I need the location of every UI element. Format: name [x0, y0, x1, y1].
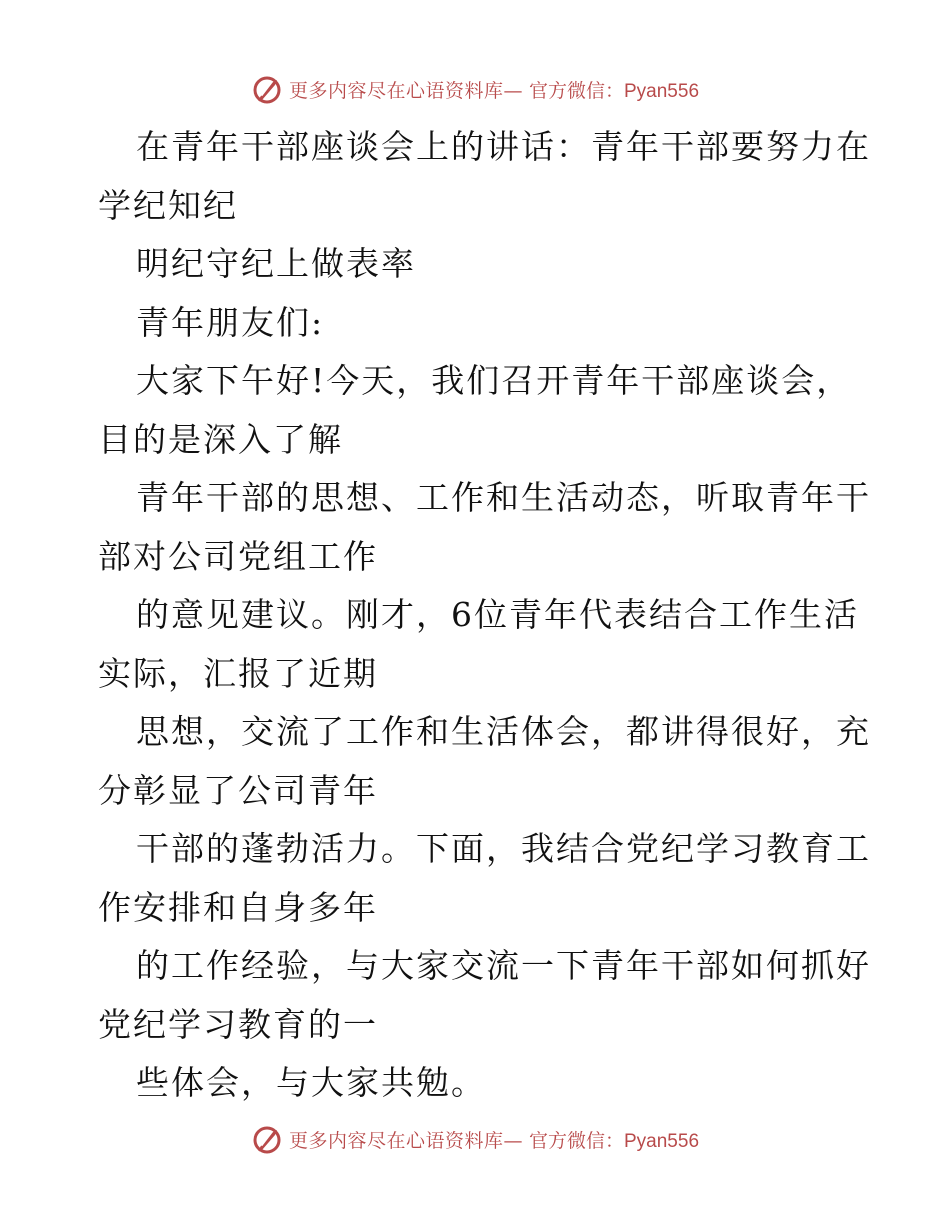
text-line: 明纪守纪上做表率 — [136, 244, 416, 283]
text-line: 青年干部的思想、工作和生活动态，听取青年干 — [136, 478, 871, 517]
quill-pen-seal-icon — [251, 73, 283, 105]
text-line: 干部的蓬勃活力。下面，我结合党纪学习教育工 — [136, 829, 871, 868]
text-line: 分彰显了公司青年 — [98, 770, 378, 810]
text-line: 青年朋友们: — [136, 302, 325, 342]
document-body — [98, 118, 871, 1113]
quill-pen-seal-icon — [251, 1123, 283, 1155]
text-line: 大家下午好!今天，我们召开青年干部座谈会， — [136, 361, 852, 400]
text-line: 作安排和自身多年 — [98, 887, 378, 927]
text-line: 思想，交流了工作和生活体会，都讲得很好，充 — [136, 712, 871, 751]
text-line: 在青年干部座谈会上的讲话：青年干部要努力在 — [136, 127, 871, 166]
text-line: 实际，汇报了近期 — [98, 653, 378, 693]
watermark-main-text: 更多内容尽在心语资料库— — [288, 79, 523, 102]
text-line: 些体会，与大家共勉。 — [136, 1063, 486, 1102]
watermark-contact-text: 官方微信：Pyan556 — [529, 1130, 700, 1152]
watermark-main-text: 更多内容尽在心语资料库— — [288, 1129, 523, 1152]
text-line: 的意见建议。刚才，6位青年代表结合工作生活 — [136, 595, 859, 634]
watermark-contact-text: 官方微信：Pyan556 — [529, 80, 700, 102]
text-line: 党纪学习教育的一 — [98, 1004, 378, 1044]
text-line: 的工作经验，与大家交流一下青年干部如何抓好 — [136, 946, 871, 985]
footer-watermark — [0, 1121, 950, 1157]
text-line: 部对公司党组工作 — [98, 536, 378, 576]
text-line: 学纪知纪 — [98, 185, 238, 225]
text-line: 目的是深入了解 — [98, 419, 343, 459]
header-watermark — [0, 71, 950, 107]
